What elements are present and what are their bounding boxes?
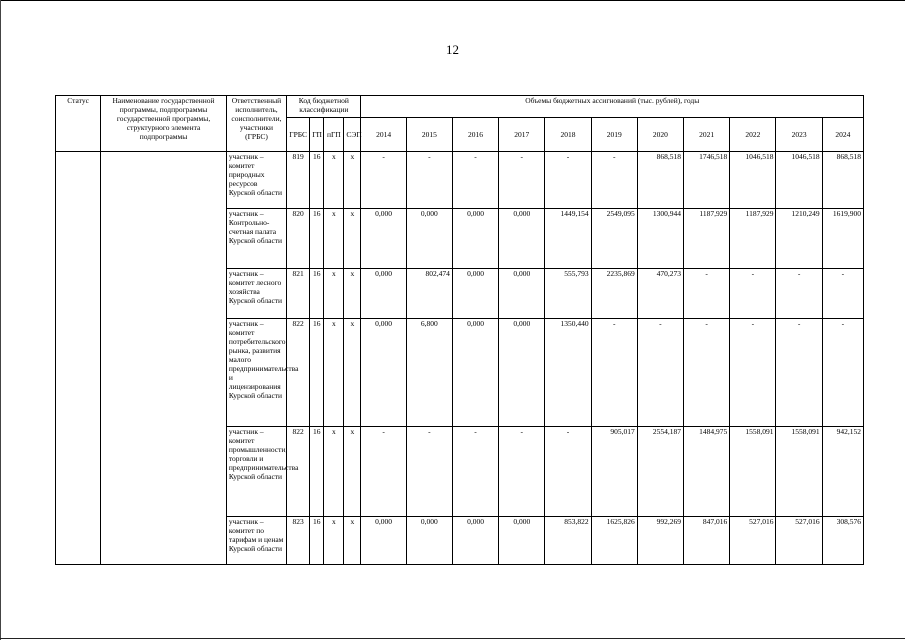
value-cell: 992,269 xyxy=(637,517,683,565)
value-cell: 2549,095 xyxy=(591,209,637,269)
year-header: 2015 xyxy=(406,118,452,152)
value-cell: - xyxy=(361,427,406,517)
value-cell: 942,152 xyxy=(822,427,863,517)
value-cell: 1558,091 xyxy=(776,427,822,517)
value-cell: - xyxy=(406,427,452,517)
header-row-1 xyxy=(56,96,864,118)
value-cell: 1046,518 xyxy=(776,152,822,209)
year-header: 2016 xyxy=(452,118,498,152)
code-cell: х xyxy=(344,319,361,427)
code-cell: 821 xyxy=(287,269,310,319)
value-cell: - xyxy=(822,269,863,319)
value-cell: 0,000 xyxy=(361,517,406,565)
year-header: 2018 xyxy=(545,118,591,152)
code-cell: 16 xyxy=(310,152,324,209)
code-cell: 820 xyxy=(287,209,310,269)
code-cell: х xyxy=(344,152,361,209)
value-cell: 0,000 xyxy=(499,269,545,319)
code-cell: х xyxy=(324,209,344,269)
value-cell: 1187,929 xyxy=(730,209,776,269)
code-cell: 16 xyxy=(310,427,324,517)
code-cell: х xyxy=(324,517,344,565)
value-cell: - xyxy=(684,319,730,427)
code-cell: х xyxy=(344,427,361,517)
participant-cell: участник – комитет лесного хозяйства Курской области xyxy=(226,269,286,319)
code-cell: 823 xyxy=(287,517,310,565)
value-cell: 6,800 xyxy=(406,319,452,427)
value-cell: 527,016 xyxy=(730,517,776,565)
code-cell: 822 xyxy=(287,319,310,427)
value-cell: - xyxy=(499,427,545,517)
code-col-grbs: ГРБС xyxy=(287,118,310,152)
code-cell: х xyxy=(344,517,361,565)
value-cell: 2554,187 xyxy=(637,427,683,517)
budget-volumes-header: Объемы бюджетных ассигнований (тыс. рублей), годы xyxy=(361,96,864,118)
value-cell: 905,017 xyxy=(591,427,637,517)
year-header: 2024 xyxy=(822,118,863,152)
status-cell xyxy=(56,152,101,565)
value-cell: - xyxy=(545,152,591,209)
year-header: 2022 xyxy=(730,118,776,152)
value-cell: 868,518 xyxy=(637,152,683,209)
year-header: 2021 xyxy=(684,118,730,152)
value-cell: 0,000 xyxy=(452,319,498,427)
budget-code-header: Код бюджетной классификации xyxy=(287,96,361,118)
value-cell: - xyxy=(545,427,591,517)
value-cell: 1046,518 xyxy=(730,152,776,209)
value-cell: 0,000 xyxy=(452,269,498,319)
value-cell: - xyxy=(499,152,545,209)
participant-cell: участник – комитет потребительского рынка, развития малого предпринимательства и лицензирования Курской области xyxy=(226,319,286,427)
value-cell: 1558,091 xyxy=(730,427,776,517)
value-cell: 0,000 xyxy=(499,517,545,565)
code-cell: х xyxy=(324,319,344,427)
year-header: 2014 xyxy=(361,118,406,152)
value-cell: 1625,826 xyxy=(591,517,637,565)
value-cell: - xyxy=(730,319,776,427)
budget-table xyxy=(55,95,864,565)
value-cell: - xyxy=(684,269,730,319)
value-cell: - xyxy=(730,269,776,319)
code-cell: х xyxy=(344,269,361,319)
year-header: 2017 xyxy=(499,118,545,152)
value-cell: - xyxy=(776,269,822,319)
value-cell: 802,474 xyxy=(406,269,452,319)
code-col-sep: СЭП xyxy=(344,118,361,152)
participant-cell: участник – комитет по тарифам и ценам Курской области xyxy=(226,517,286,565)
value-cell: 0,000 xyxy=(361,319,406,427)
value-cell: 1187,929 xyxy=(684,209,730,269)
participant-cell: участник – комитет природных ресурсов Курской области xyxy=(226,152,286,209)
code-cell: 16 xyxy=(310,209,324,269)
code-cell: х xyxy=(324,152,344,209)
value-cell: 0,000 xyxy=(406,209,452,269)
code-cell: х xyxy=(324,427,344,517)
code-cell: х xyxy=(324,269,344,319)
executor-header: Ответственный исполнитель, соисполнители, участники (ГРБС) xyxy=(226,96,286,152)
value-cell: 1210,249 xyxy=(776,209,822,269)
page-top-edge xyxy=(0,0,905,1)
value-cell: 868,518 xyxy=(822,152,863,209)
value-cell: - xyxy=(361,152,406,209)
value-cell: 853,822 xyxy=(545,517,591,565)
code-cell: 16 xyxy=(310,517,324,565)
value-cell: 527,016 xyxy=(776,517,822,565)
status-header: Статус xyxy=(56,96,101,152)
page-left-edge xyxy=(0,0,1,640)
value-cell: 0,000 xyxy=(406,517,452,565)
value-cell: 0,000 xyxy=(361,209,406,269)
value-cell: - xyxy=(452,427,498,517)
value-cell: - xyxy=(452,152,498,209)
page-number: 12 xyxy=(446,42,459,57)
value-cell: 0,000 xyxy=(452,209,498,269)
value-cell: 1619,900 xyxy=(822,209,863,269)
participant-cell: участник – Контрольно-счетная палата Курской области xyxy=(226,209,286,269)
code-col-gp: ГП xyxy=(310,118,324,152)
year-header: 2020 xyxy=(637,118,683,152)
value-cell: - xyxy=(822,319,863,427)
code-col-pgp: пГП xyxy=(324,118,344,152)
code-cell: 819 xyxy=(287,152,310,209)
value-cell: 555,793 xyxy=(545,269,591,319)
page-bottom-edge xyxy=(0,638,905,639)
value-cell: 0,000 xyxy=(499,319,545,427)
participant-cell: участник – комитет промышленности, торговли и предпринимательства Курской области xyxy=(226,427,286,517)
code-cell: 822 xyxy=(287,427,310,517)
name-header: Наименование государственной программы, подпрограммы государственной программы, структурного элемента подпрограммы xyxy=(101,96,227,152)
value-cell: - xyxy=(637,319,683,427)
value-cell: 1746,518 xyxy=(684,152,730,209)
value-cell: 1449,154 xyxy=(545,209,591,269)
value-cell: 2235,869 xyxy=(591,269,637,319)
name-cell xyxy=(101,152,227,565)
table-row xyxy=(56,152,864,209)
year-header: 2023 xyxy=(776,118,822,152)
value-cell: 308,576 xyxy=(822,517,863,565)
value-cell: 1300,944 xyxy=(637,209,683,269)
value-cell: - xyxy=(591,319,637,427)
value-cell: - xyxy=(776,319,822,427)
year-header: 2019 xyxy=(591,118,637,152)
value-cell: - xyxy=(406,152,452,209)
value-cell: 0,000 xyxy=(499,209,545,269)
value-cell: 847,016 xyxy=(684,517,730,565)
code-cell: 16 xyxy=(310,319,324,427)
code-cell: 16 xyxy=(310,269,324,319)
code-cell: х xyxy=(344,209,361,269)
value-cell: 1484,975 xyxy=(684,427,730,517)
value-cell: - xyxy=(591,152,637,209)
value-cell: 0,000 xyxy=(361,269,406,319)
value-cell: 470,273 xyxy=(637,269,683,319)
value-cell: 1350,440 xyxy=(545,319,591,427)
value-cell: 0,000 xyxy=(452,517,498,565)
